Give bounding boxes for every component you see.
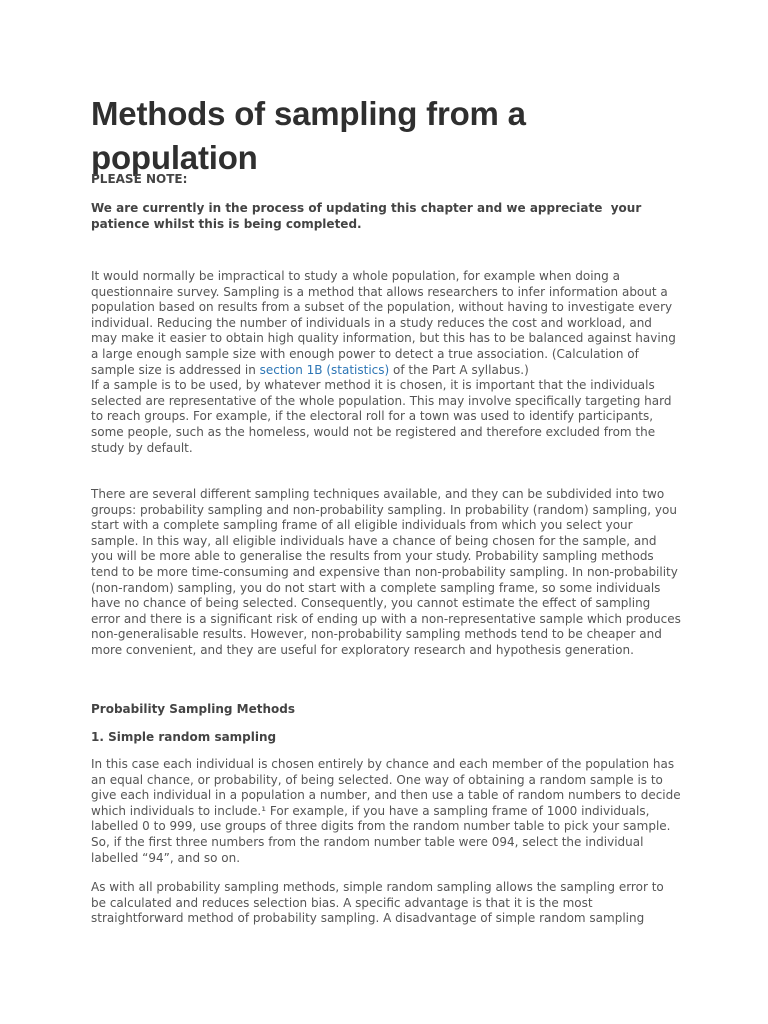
- note-label: PLEASE NOTE:: [91, 172, 188, 186]
- intro-paragraph: [91, 269, 681, 456]
- page-title: Methods of sampling from a population: [91, 95, 526, 176]
- section-1b-statistics-link[interactable]: section 1B (statistics): [259, 362, 390, 377]
- intro-text-before-link: It would normally be impractical to study a whole population, for example when doing a questionnaire survey. Sampling is a method that allows researchers to infer information about a population based on results from a subset of the population, without having to investigate every individual. Reducing the number of individuals in a study reduces the cost and workload, and may make it easier to obtain high quality information, but this has to be balanced against having a large enough sample size with enough power to detect a true association. (Calculation of sample size is addressed in: [91, 269, 676, 377]
- techniques-paragraph: [91, 487, 681, 659]
- note-text: We are currently in the process of updating this chapter and we appreciate your patience whilst this is being completed.: [91, 201, 646, 231]
- techniques-text: There are several different sampling techniques available, and they can be subdivided into two groups: probability sampling and non-probability sampling. In probability (random) sampling, you start with a complete sampling frame of all eligible individuals from which you select your sample. In this way, all eligible individuals have a chance of being chosen for the sample, and you will be more able to generalise the results from your study. Probability sampling methods tend to be more time-consuming and expensive than non-probability sampling. In non-probability (non-random) sampling, you do not start with a complete sampling frame, so some individuals have no chance of being selected. Consequently, you cannot estimate the effect of sampling error and there is a significant risk of ending up with a non-representative sample which produces non-generalisable results. However, non-probability sampling methods tend to be cheaper and more convenient, and they are useful for exploratory research and hypothesis generation.: [91, 487, 681, 657]
- simple-random-paragraph: [91, 757, 681, 866]
- intro-text-after-link: of the Part A syllabus.): [389, 362, 529, 377]
- representative-paragraph: If a sample is to be used, by whatever method it is chosen, it is important that the individuals selected are representative of the whole population. This may involve specifically targeting hard to reach groups. For example, if the electoral roll for a town was used to identify participants, some people, such as the homeless, would not be registered and therefore excluded from the study by default.: [91, 378, 672, 455]
- advantages-paragraph: [91, 880, 681, 927]
- heading-simple-random-sampling: 1. Simple random sampling: [91, 730, 277, 744]
- heading-probability-sampling: Probability Sampling Methods: [91, 702, 296, 716]
- simple-random-text: In this case each individual is chosen entirely by chance and each member of the population has an equal chance, or probability, of being selected. One way of obtaining a random sample is to give each individual in a population a number, and then use a table of random numbers to decide which individuals to include.¹ For example, if you have a sampling frame of 1000 individuals, labelled 0 to 999, use groups of three digits from the random number table to pick your sample. So, if the first three numbers from the random number table were 094, select the individual labelled “94”, and so on.: [91, 757, 681, 865]
- advantages-text: As with all probability sampling methods, simple random sampling allows the sampling error to be calculated and reduces selection bias. A specific advantage is that it is the most straightforward method of probability sampling. A disadvantage of simple random sampling: [91, 880, 664, 926]
